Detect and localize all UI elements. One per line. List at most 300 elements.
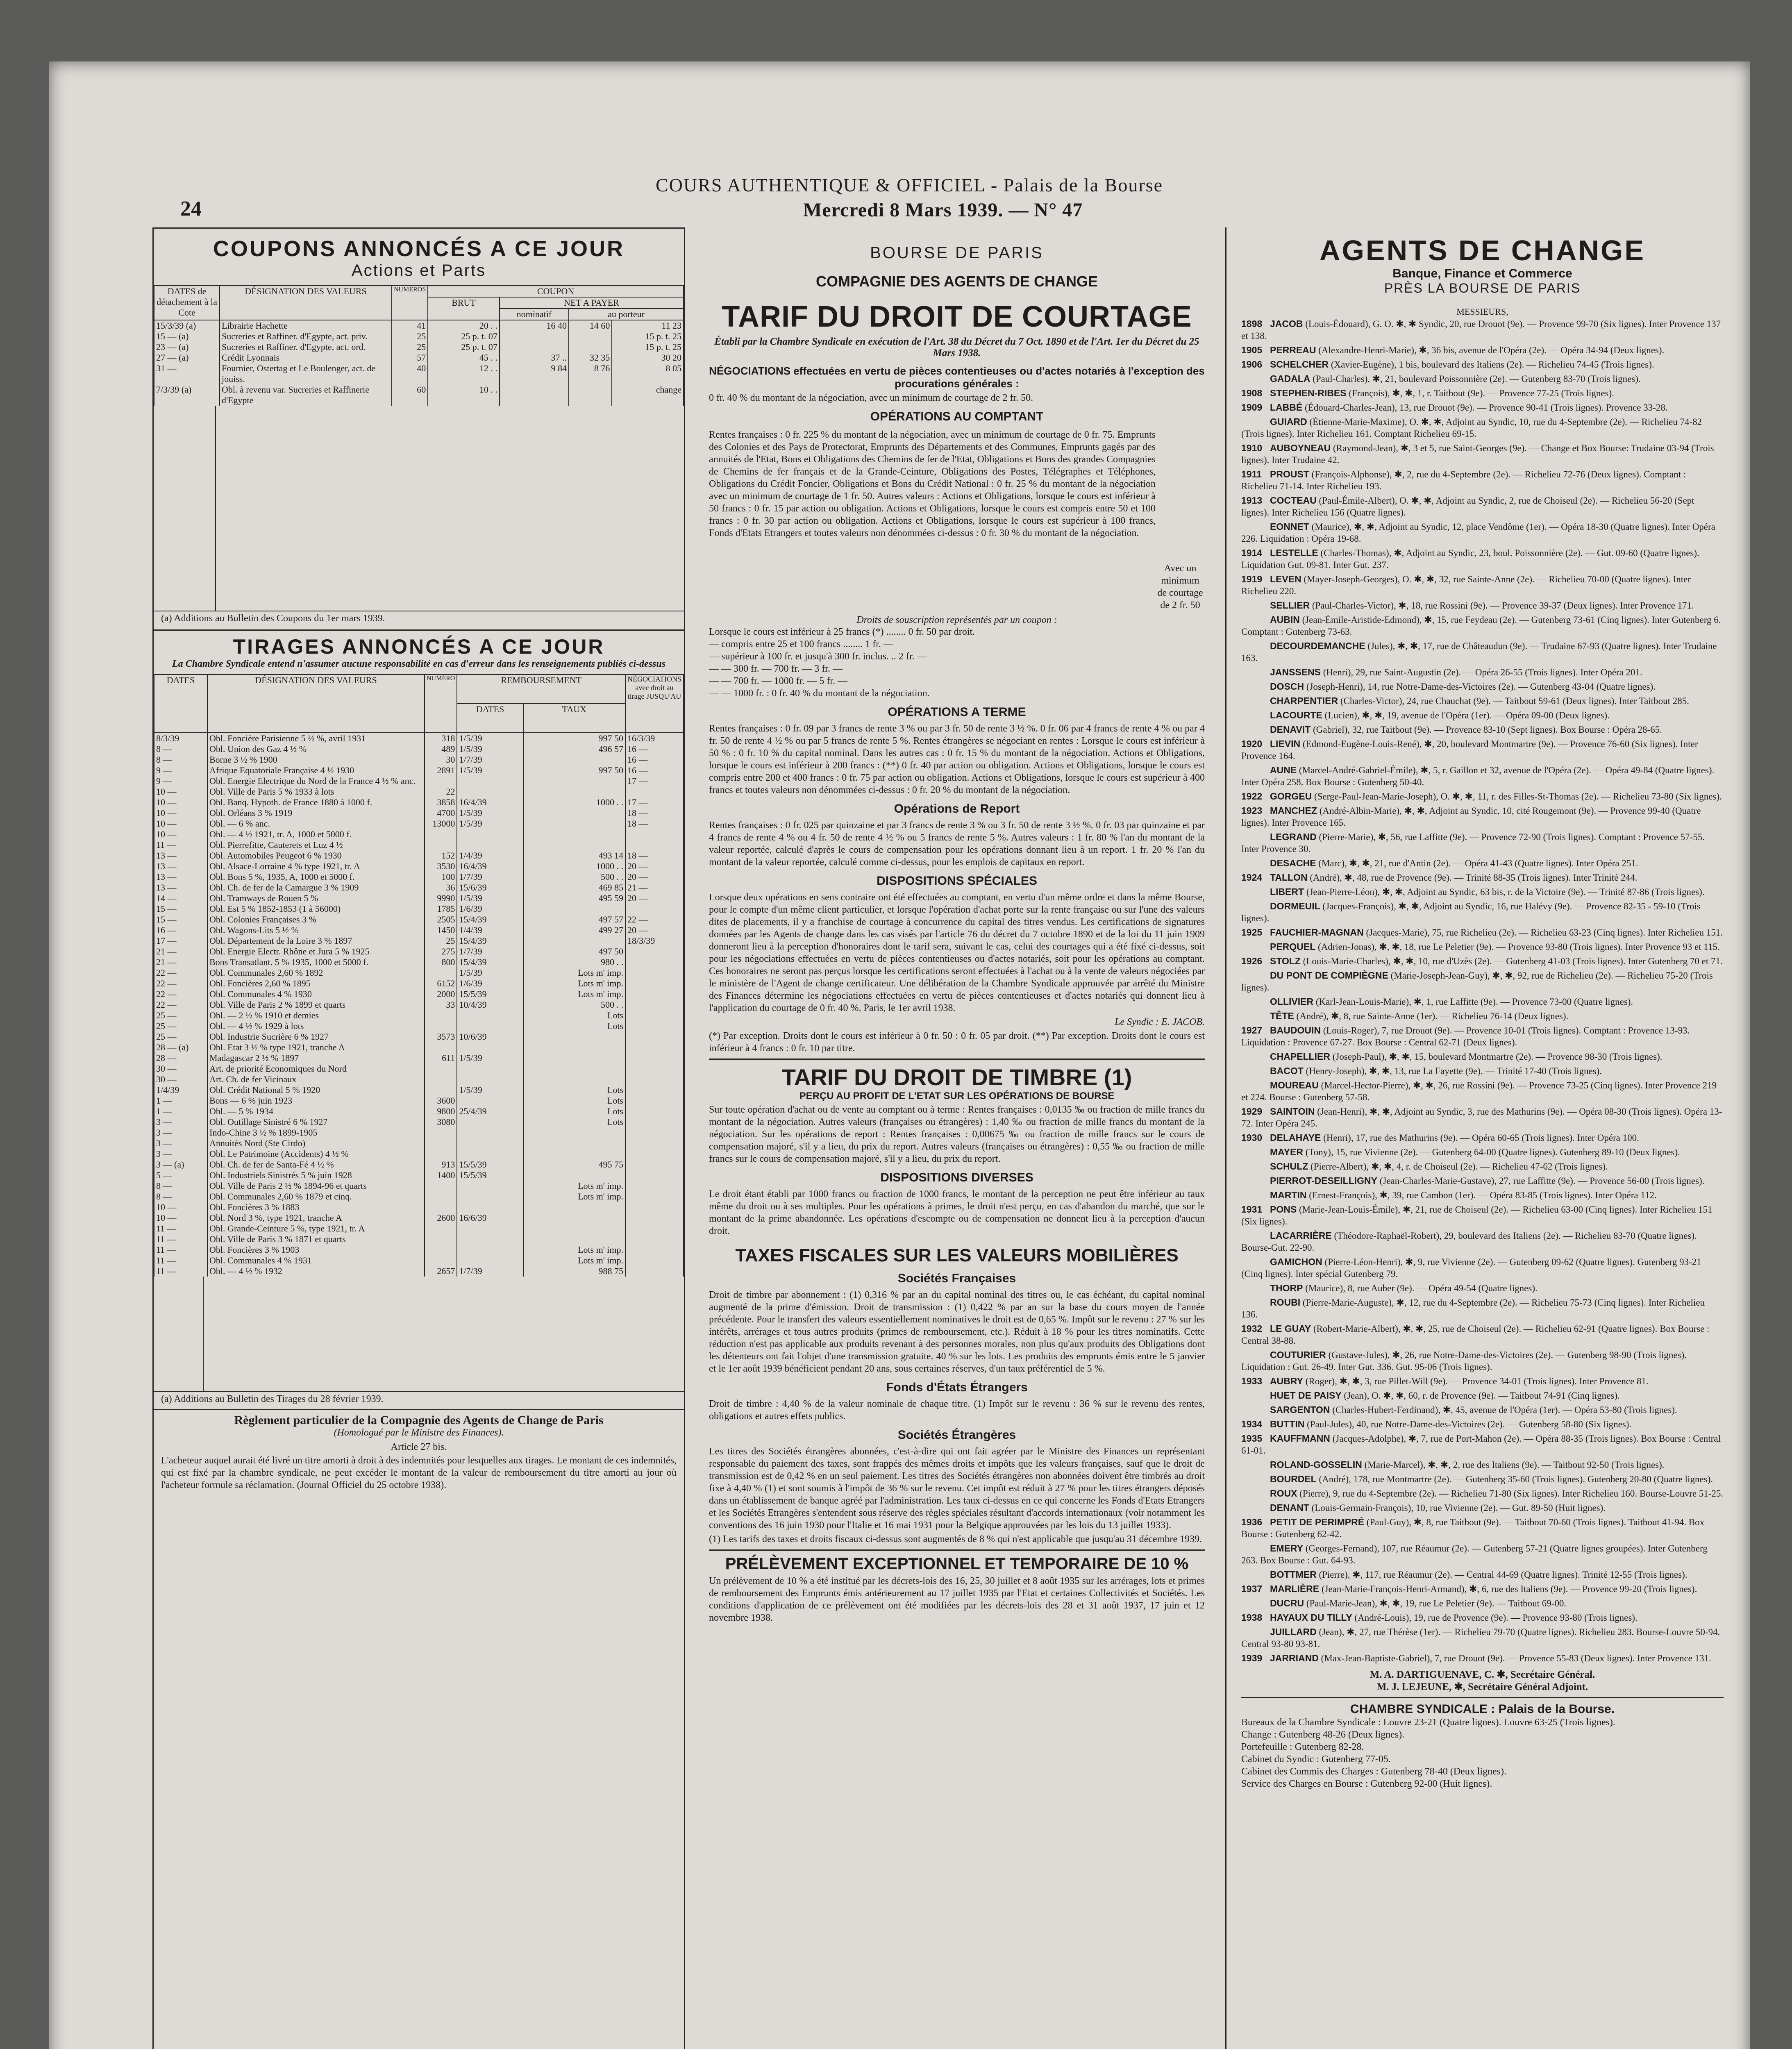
agent-year: 1936 — [1241, 1517, 1263, 1527]
agent-entry — [1241, 1024, 1724, 1048]
diverses-head: DISPOSITIONS DIVERSES — [880, 1171, 1033, 1184]
tirage-remb-date: 1/5/39 — [457, 744, 523, 754]
tirage-negociation — [625, 1095, 684, 1106]
tirage-negociation — [625, 946, 684, 957]
agent-info: (André), ✱, 8, rue Sainte-Anne (1er). — Richelieu 76-14 (Deux lignes). — [1296, 1011, 1569, 1021]
middle-column — [693, 227, 1221, 2049]
agent-info: (Pierre-Marie-Auguste), ✱, 12, rue du 4-Septembre (2e). — Richelieu 75-73 (Cinq lignes). Inter Richelieu 136. — [1241, 1297, 1705, 1320]
agent-info: (Raymond-Jean), ✱, 3 et 5, rue Saint-Georges (9e). — Change et Box Bourse: Trudaine 03-94 (Trois lignes). Inter Trudaine 42. — [1241, 443, 1714, 465]
agent-year: 1905 — [1241, 345, 1263, 355]
coupon-extra: 15 p. t. 25 — [612, 342, 684, 352]
coupon-porteur — [569, 342, 612, 352]
taxes-fr-text: Droit de timbre par abonnement : (1) 0,316 % par an du capital nominal des titres ou, le cas échéant, du capital nominal augmenté de la prime d'émission. Droit de transmission : (1) 0,422 % par an sur la base du cours moyen de l'année précédente. Pour le transfert des valeurs essentiellement nominatives le droit est de 0,65 %. Impôt sur le revenu : 27 % sur les intérêts, arrérages et tous autres produits (primes de remboursement, etc.). Réduit à 18 % pour les titres nominatifs. Cette réduction n'est pas applicable aux produits revenant à des personnes morales, non plus qu'aux produits des Obligations dont les détenteurs ont fait l'objet d'une transmission gratuite. 40 % sur les lots. Les produits des emprunts émis entre le 5 janvier et le 1er août 1939 bénéficient pendant 20 ans, sous certaines réserves, d'un taux préférentiel de 5 %. — [709, 1290, 1205, 1374]
agent-name: LIEVIN — [1270, 738, 1301, 749]
tirage-name: Obl. Orléans 3 % 1919 — [207, 808, 425, 818]
tirage-taux — [523, 808, 625, 818]
tirage-negociation — [625, 1021, 684, 1031]
agent-name: GUIARD — [1270, 416, 1307, 427]
tirage-row — [154, 829, 684, 840]
agent-name: PERREAU — [1270, 345, 1316, 355]
tirage-number: 13000 — [425, 818, 457, 829]
agent-info: (Robert-Marie-Albert), ✱, ✱, 25, rue de Choiseul (2e). — Richelieu 62-91 (Quatre lignes). Box Bourse : Central 38-88. — [1241, 1324, 1710, 1346]
coupon-row — [154, 363, 684, 384]
tirage-remb-date: 15/4/39 — [457, 936, 523, 946]
agent-entry — [1241, 941, 1724, 953]
agent-info: (Marie-Joseph-Jean-Guy), ✱, ✱, 92, rue de Richelieu (2e). — Richelieu 75-20 (Trois lignes). — [1241, 970, 1713, 993]
tirage-negociation — [625, 1159, 684, 1170]
agent-name: OLLIVIER — [1270, 996, 1314, 1007]
agent-info: (Paul-Charles-Victor), ✱, 18, rue Rossini (9e). — Provence 39-37 (Deux lignes). Inter Provence 171. — [1312, 600, 1694, 611]
tirage-number: 611 — [425, 1053, 457, 1063]
coupon-porteur: 32 35 — [569, 352, 612, 363]
coupon-name: Crédit Lyonnais — [220, 352, 392, 363]
agent-entry — [1241, 1349, 1724, 1373]
agent-entry — [1241, 927, 1724, 938]
tirages-subtitle: La Chambre Syndicale entend n'assumer aucune responsabilité en cas d'erreur dans les renseignements publiés ci-dessus — [172, 659, 666, 669]
tirage-number — [425, 829, 457, 840]
tirage-name: Obl. Le Patrimoine (Accidents) 4 ½ % — [207, 1149, 425, 1159]
coupon-number: 57 — [392, 352, 428, 363]
tirage-remb-date: 15/5/39 — [457, 1170, 523, 1181]
agent-name: PERQUEL — [1270, 941, 1316, 952]
tirage-date: 28 — (a) — [154, 1042, 207, 1053]
tirage-negociation — [625, 1085, 684, 1095]
agent-entry — [1241, 1488, 1724, 1499]
agent-info: (Gustave-Jules), ✱, 26, rue Notre-Dame-des-Victoires (2e). — Gutenberg 98-90 (Trois lignes). Liquidation : Gut. 26-49. Inter Gut. 336. Gut. 95-06 (Trois lignes). — [1241, 1350, 1687, 1372]
agent-info: (Tony), 15, rue Vivienne (2e). — Gutenberg 64-00 (Quatre lignes). Gutenberg 89-10 (Deux lignes). — [1305, 1147, 1680, 1157]
agent-year: 1920 — [1241, 738, 1263, 749]
tirage-name: Obl. Est 5 % 1852-1853 (1 à 56000) — [207, 904, 425, 914]
tirage-number: 1785 — [425, 904, 457, 914]
coupon-number: 41 — [392, 320, 428, 331]
agent-entry — [1241, 1132, 1724, 1144]
tirage-taux — [523, 936, 625, 946]
report-text: Rentes françaises : 0 fr. 025 par quinzaine et par 3 francs de rente 3 % ou 3 fr. 50 de rente 3 ½ %. 0 fr. 03 par quinzaine et par 4 francs de rente 4 % ou 4 fr. 50 de rente 4 ½ % ou 5 francs de rente 5 %. Autres valeurs : 1 fr. 80 % l'an du montant de la valeur reportée, calculé d'après le cours de compensation pour les opérations donnant lieu à un report. 1 fr. 20 % l'an du montant de la valeur reportée, calculé comme ci-dessus, pour les emplois de capitaux en report. — [709, 820, 1205, 868]
agent-name: SARGENTON — [1270, 1404, 1330, 1415]
tirage-number: 6152 — [425, 978, 457, 989]
tirage-name: Obl. Communales 4 % 1931 — [207, 1255, 425, 1266]
agent-name: ROUX — [1270, 1488, 1297, 1499]
tirage-row — [154, 1021, 684, 1031]
tirage-number: 275 — [425, 946, 457, 957]
tirage-remb-date: 1/5/39 — [457, 968, 523, 978]
tirage-row — [154, 1010, 684, 1021]
tirage-negociation — [625, 1234, 684, 1245]
agent-name: LIBERT — [1270, 886, 1304, 897]
tirage-number — [425, 840, 457, 850]
tirage-taux — [523, 1202, 625, 1213]
agent-info: (Paul-Émile-Albert), O. ✱, ✱, Adjoint au Syndic, 2, rue de Choiseul (2e). — Richelieu 56-20 (Sept lignes). Inter Richelieu 156 (Quatre lignes). — [1241, 495, 1694, 518]
agent-info: (Henri), 29, rue Saint-Augustin (2e). — Opéra 26-55 (Trois lignes). Inter Opéra 201. — [1323, 667, 1642, 677]
agent-name: DESACHE — [1270, 858, 1316, 868]
tirage-number: 9800 — [425, 1106, 457, 1117]
tirage-taux — [523, 1213, 625, 1223]
agent-name: DECOURDEMANCHE — [1270, 641, 1365, 651]
tirage-negociation — [625, 978, 684, 989]
agent-name: KAUFFMANN — [1270, 1433, 1330, 1444]
tirage-row — [154, 1159, 684, 1170]
tirage-number: 3573 — [425, 1031, 457, 1042]
tirage-row — [154, 989, 684, 1000]
tirage-name: Obl. Ville de Paris 2 % 1899 et quarts — [207, 1000, 425, 1010]
tirage-date: 10 — — [154, 818, 207, 829]
agent-name: PONS — [1270, 1204, 1297, 1215]
tirage-taux: 496 57 — [523, 744, 625, 754]
tirage-taux: 997 50 — [523, 733, 625, 744]
agent-entry — [1241, 1323, 1724, 1347]
agent-entry — [1241, 791, 1724, 802]
tirage-name: Indo-Chine 3 ½ % 1899-1905 — [207, 1127, 425, 1138]
agent-name: SAINTOIN — [1270, 1106, 1315, 1117]
tirage-taux: 495 59 — [523, 893, 625, 904]
tirage-name: Obl. Etat 3 ½ % type 1921, tranche A — [207, 1042, 425, 1053]
tirages-table-blank — [203, 1277, 684, 1391]
agent-info: (Jacques-François), ✱, ✱, Adjoint au Syndic, 16, rue Halévy (9e). — Provence 82-35 - 59-10 (Trois lignes). — [1241, 901, 1701, 923]
tirage-remb-date: 1/6/39 — [457, 978, 523, 989]
tirage-row — [154, 797, 684, 808]
tirage-row — [154, 914, 684, 925]
tirage-remb-date — [457, 1063, 523, 1074]
tarif-subtitle: Établi par la Chambre Syndicale en exécution de l'Art. 38 du Décret du 7 Oct. 1890 et de l'Art. 1er du Décret du 25 Mars 1938. — [714, 336, 1199, 359]
agent-info: (Pierre), 9, rue du 4-Septembre (2e). — Richelieu 71-80 (Six lignes). Inter Richelieu 160. Bourse-Louvre 51-25. — [1299, 1488, 1724, 1499]
tirage-taux: 497 50 — [523, 946, 625, 957]
agent-name: AUBOYNEAU — [1270, 443, 1331, 453]
agent-year: 1908 — [1241, 388, 1263, 398]
agent-entry — [1241, 1051, 1724, 1063]
agents-subtitle2: PRÈS LA BOURSE DE PARIS — [1384, 281, 1581, 295]
tirage-number — [425, 1010, 457, 1021]
agent-name: LE GUAY — [1270, 1323, 1311, 1334]
tirage-name: Obl. Foncières 2,60 % 1895 — [207, 978, 425, 989]
agent-entry — [1241, 1065, 1724, 1077]
tirage-name: Obl. Ville de Paris 2 ½ % 1894-96 et quarts — [207, 1181, 425, 1191]
coupon-porteur — [569, 384, 612, 406]
agent-entry — [1241, 495, 1724, 518]
agent-name: GAMICHON — [1270, 1256, 1322, 1267]
tirage-negociation — [625, 1053, 684, 1063]
tirage-date: 1 — — [154, 1106, 207, 1117]
coupon-porteur — [569, 331, 612, 342]
agent-info: (Pierre-Albert), ✱, ✱, 4, r. de Choiseul (2e). — Richelieu 47-62 (Trois lignes). — [1310, 1161, 1608, 1172]
agent-name: COCTEAU — [1270, 495, 1317, 506]
chambre-list — [1241, 1716, 1724, 1790]
agent-info: (Jacques-Marie), 75, rue Richelieu (2e). — Richelieu 63-23 (Cinq lignes). Inter Richelieu 151. — [1366, 927, 1723, 938]
tirage-negociation — [625, 829, 684, 840]
agent-info: (Ernest-François), ✱, 39, rue Cambon (1er). — Opéra 83-85 (Trois lignes). Inter Opéra 112. — [1309, 1190, 1657, 1200]
agent-entry — [1241, 955, 1724, 967]
tirage-name: Obl. Ch. de fer de Santa-Fé 4 ½ % — [207, 1159, 425, 1170]
tirage-negociation — [625, 1223, 684, 1234]
agent-name: FAUCHIER-MAGNAN — [1270, 927, 1364, 938]
agent-name: THORP — [1270, 1283, 1303, 1293]
agent-year: 1922 — [1241, 791, 1263, 802]
tirages-header-remboursement: REMBOURSEMENT — [457, 675, 625, 704]
tirages-title: TIRAGES ANNONCÉS A CE JOUR — [233, 635, 605, 658]
tirage-remb-date: 15/4/39 — [457, 914, 523, 925]
tirage-remb-date: 1/7/39 — [457, 946, 523, 957]
tirage-row — [154, 1149, 684, 1159]
tirage-negociation — [625, 1127, 684, 1138]
agent-info: (Maurice), 8, rue Auber (9e). — Opéra 49-54 (Quatre lignes). — [1305, 1283, 1538, 1293]
tirage-taux — [523, 904, 625, 914]
tirage-name: Annuités Nord (Ste Cirdo) — [207, 1138, 425, 1149]
agent-name: SELLIER — [1270, 600, 1310, 611]
agent-entry — [1241, 996, 1724, 1008]
chambre-line: Cabinet du Syndic : Gutenberg 77-05. — [1241, 1754, 1391, 1765]
tirage-negociation — [625, 840, 684, 850]
coupons-header-net: NET A PAYER — [500, 297, 684, 309]
tirage-negociation: 21 — — [625, 882, 684, 893]
agent-name: LACARRIÈRE — [1270, 1230, 1332, 1241]
coupon-date: 23 — (a) — [154, 342, 220, 352]
tirage-negociation: 18 — — [625, 850, 684, 861]
agent-entry — [1241, 1404, 1724, 1416]
tirage-number: 1400 — [425, 1170, 457, 1181]
tirage-taux: Lots — [523, 1095, 625, 1106]
agent-info: (Louis-Roger), 7, rue Drouot (9e). — Provence 10-01 (Trois lignes). Comptant : Provence 13-93. Liquidation : Provence 67-27. Box Bourse : Central 62-71 (Deux lignes). — [1241, 1025, 1690, 1047]
agent-name: DENANT — [1270, 1502, 1309, 1513]
tirage-date: 17 — — [154, 936, 207, 946]
tirage-taux: Lots — [523, 1106, 625, 1117]
tirage-number — [425, 1245, 457, 1255]
tirage-row — [154, 957, 684, 968]
souscription-line: — — 300 fr. — 700 fr. — 3 fr. — — [709, 663, 843, 674]
tirage-name: Obl. — 6 % anc. — [207, 818, 425, 829]
taxes-etats-text: Droit de timbre : 4,40 % de la valeur nominale de chaque titre. (1) Impôt sur le revenu : 36 % sur le revenu des rentes, obligations et autres effets publics. — [709, 1399, 1205, 1422]
coupons-header-designation: DÉSIGNATION DES VALEURS — [220, 286, 392, 320]
agent-name: LEGRAND — [1270, 831, 1317, 842]
tirage-name: Obl. — 2 ½ % 1910 et demies — [207, 1010, 425, 1021]
tirage-number: 100 — [425, 872, 457, 882]
agent-year: 1926 — [1241, 956, 1263, 966]
agent-name: AUBIN — [1270, 614, 1300, 625]
tirage-name: Obl. Foncières 3 % 1903 — [207, 1245, 425, 1255]
tirage-name: Obl. Union des Gaz 4 ½ % — [207, 744, 425, 754]
tirage-negociation: 20 — — [625, 872, 684, 882]
agent-info: (Louis-Édouard), G. O. ✱, ✱ Syndic, 20, rue Drouot (9e). — Provence 99-70 (Six lignes). Inter Provence 137 et 138. — [1241, 319, 1721, 341]
tirage-number — [425, 1063, 457, 1074]
coupon-date: 15 — (a) — [154, 331, 220, 342]
agent-name: DU PONT DE COMPIÈGNE — [1270, 970, 1388, 981]
taxes-etats-head: Fonds d'États Étrangers — [886, 1381, 1028, 1394]
tirage-row — [154, 1245, 684, 1255]
tirage-remb-date — [457, 840, 523, 850]
tirage-taux: 495 75 — [523, 1159, 625, 1170]
agent-entry — [1241, 1542, 1724, 1566]
tirage-date: 9 — — [154, 765, 207, 776]
tirage-number: 3530 — [425, 861, 457, 872]
tirage-date: 30 — — [154, 1063, 207, 1074]
tirage-date: 10 — — [154, 829, 207, 840]
agent-info: (Pierre), ✱, 117, rue Réaumur (2e). — Central 44-69 (Quatre lignes). Trinité 12-55 (Trois lignes). — [1319, 1570, 1688, 1580]
tirage-taux: Lots m' imp. — [523, 978, 625, 989]
tirage-negociation — [625, 1117, 684, 1127]
agent-info: (Louis-Marie-Charles), ✱, ✱, 10, rue d'Uzès (2e). — Gutenberg 41-03 (Trois lignes). Inter Gutenberg 70 et 71. — [1303, 956, 1723, 966]
agent-entry — [1241, 1652, 1724, 1664]
tirage-number: 2657 — [425, 1266, 457, 1277]
tarif-title: TARIF DU DROIT DE COURTAGE — [722, 300, 1192, 333]
comptant-minimum: Avec un minimum de courtage de 2 fr. 50 — [1157, 563, 1203, 611]
tirage-name: Obl. Ch. de fer de la Camargue 3 % 1909 — [207, 882, 425, 893]
agent-name: HUET DE PAISY — [1270, 1390, 1342, 1401]
tirage-date: 11 — — [154, 1223, 207, 1234]
agent-info: (Marcel-André-Gabriel-Émile), ✱, 5, r. Gaillon et 32, avenue de l'Opéra (2e). — Opéra 49-84 (Quatre lignes). Inter Opéra 258. Box Bourse : Gutenberg 50-40. — [1241, 765, 1715, 787]
agent-entry — [1241, 764, 1724, 788]
tirage-date: 11 — — [154, 1255, 207, 1266]
tirage-remb-date: 16/4/39 — [457, 861, 523, 872]
tirage-remb-date: 15/5/39 — [457, 1159, 523, 1170]
agent-info: (Alexandre-Henri-Marie), ✱, 36 bis, avenue de l'Opéra (2e). — Opéra 34-94 (Deux lignes). — [1318, 345, 1665, 355]
souscription-line: — supérieur à 100 fr. et jusqu'à 300 fr. inclus. .. 2 fr. — — [709, 651, 927, 662]
agent-info: (Pierre-Marie), ✱, 56, rue Laffitte (9e). — Provence 72-90 (Trois lignes). Comptant : Provence 57-55. Inter Provence 30. — [1241, 832, 1705, 854]
coupon-date: 7/3/39 (a) — [154, 384, 220, 406]
tirage-negociation — [625, 957, 684, 968]
agent-entry — [1241, 1612, 1724, 1624]
tirage-row — [154, 850, 684, 861]
tirage-taux — [523, 1149, 625, 1159]
tirage-date: 8/3/39 — [154, 733, 207, 744]
tirage-row — [154, 978, 684, 989]
agent-info: (Paul-Jules), 40, rue Notre-Dame-des-Victoires (2e). — Gutenberg 58-80 (Six lignes). — [1307, 1419, 1632, 1429]
agent-name: HAYAUX DU TILLY — [1270, 1612, 1352, 1623]
tirage-taux — [523, 1053, 625, 1063]
tirage-name: Obl. Tramways de Rouen 5 % — [207, 893, 425, 904]
tirage-row — [154, 1191, 684, 1202]
coupon-number: 60 — [392, 384, 428, 406]
agent-entry — [1241, 970, 1724, 993]
tirage-row — [154, 1031, 684, 1042]
tirage-remb-date: 10/6/39 — [457, 1031, 523, 1042]
tirage-number: 9990 — [425, 893, 457, 904]
tirages-header-negociations: NÉGOCIATIONS avec droit au tirage JUSQU'AU — [625, 675, 684, 733]
agent-info: (Jean-Marie-François-Henri-Armand), ✱, 6, rue des Italiens (9e). — Provence 99-20 (Trois lignes). — [1321, 1584, 1697, 1594]
tirage-row — [154, 1095, 684, 1106]
coupon-brut: 12 . . — [428, 363, 500, 384]
tirage-row — [154, 776, 684, 786]
tirage-row — [154, 786, 684, 797]
tirage-remb-date — [457, 1021, 523, 1031]
tirage-date: 21 — — [154, 946, 207, 957]
tirage-number: 913 — [425, 1159, 457, 1170]
tirage-date: 14 — — [154, 893, 207, 904]
chambre-line: Portefeuille : Gutenberg 82-28. — [1241, 1742, 1364, 1752]
tirage-remb-date — [457, 786, 523, 797]
chambre-line: Bureaux de la Chambre Syndicale : Louvre 23-21 (Quatre lignes). Louvre 63-25 (Trois lignes). — [1241, 1717, 1615, 1728]
agent-entry — [1241, 1297, 1724, 1320]
tirage-remb-date: 10/4/39 — [457, 1000, 523, 1010]
tirage-remb-date: 15/6/39 — [457, 882, 523, 893]
tirage-number: 36 — [425, 882, 457, 893]
agent-name: CHAPELLIER — [1270, 1051, 1330, 1062]
coupon-nominatif: 37 .. — [500, 352, 569, 363]
reglement-title: Règlement particulier de la Compagnie des Agents de Change de Paris — [234, 1413, 604, 1427]
agent-info: (Xavier-Eugène), 1 bis, boulevard des Italiens (2e). — Richelieu 74-45 (Trois lignes). — [1331, 359, 1654, 370]
tirage-row — [154, 1127, 684, 1138]
tirage-negociation — [625, 1170, 684, 1181]
tirage-number — [425, 968, 457, 978]
tirage-remb-date — [457, 1117, 523, 1127]
tirage-date: 22 — — [154, 1000, 207, 1010]
tirage-row — [154, 968, 684, 978]
agent-entry — [1241, 1189, 1724, 1201]
agent-name: BAUDOUIN — [1270, 1025, 1321, 1036]
tirage-remb-date — [457, 1074, 523, 1085]
tirage-negociation — [625, 904, 684, 914]
agent-info: (André), 178, rue Montmartre (2e). — Gutenberg 35-60 (Trois lignes). Gutenberg 20-80 (Quatre lignes). — [1319, 1474, 1713, 1484]
coupon-number: 40 — [392, 363, 428, 384]
tirage-number: 2600 — [425, 1213, 457, 1223]
agent-name: LACOURTE — [1270, 710, 1322, 720]
tirage-row — [154, 840, 684, 850]
tirage-date: 8 — — [154, 1181, 207, 1191]
agents-subtitle1: Banque, Finance et Commerce — [1392, 267, 1572, 280]
tirage-remb-date — [457, 1042, 523, 1053]
tirage-date: 1 — — [154, 1095, 207, 1106]
tirage-name: Obl. Grande-Ceinture 5 %, type 1921, tr. A — [207, 1223, 425, 1234]
tirage-remb-date: 1/4/39 — [457, 925, 523, 936]
tirage-date: 8 — — [154, 1191, 207, 1202]
tirage-negociation — [625, 1063, 684, 1074]
tirage-taux: 1000 . . — [523, 861, 625, 872]
tirage-taux — [523, 754, 625, 765]
agent-info: (Roger), ✱, ✱, 3, rue Pillet-Will (9e). — Provence 34-01 (Trois lignes). Inter Provence 81. — [1305, 1376, 1649, 1386]
agent-info: (Gabriel), 32, rue Taitbout (9e). — Provence 83-10 (Sept lignes). Box Bourse : Opéra 28-65. — [1313, 725, 1662, 735]
agent-entry — [1241, 709, 1724, 721]
agent-info: (André-Louis), 19, rue de Provence (9e). — Provence 93-80 (Trois lignes). — [1354, 1613, 1638, 1623]
taxes-etrangeres-head: Sociétés Étrangères — [897, 1428, 1016, 1442]
tirage-negociation — [625, 1074, 684, 1085]
agent-year: 1938 — [1241, 1612, 1263, 1623]
tirage-remb-date — [457, 1010, 523, 1021]
agent-info: (Louis-Germain-François), 10, rue Vivienne (2e). — Gut. 89-50 (Huit lignes). — [1311, 1503, 1606, 1513]
tirage-row — [154, 1106, 684, 1117]
tirages-header-designation: DÉSIGNATION DES VALEURS — [207, 675, 425, 733]
coupons-header-nominatif: nominatif — [500, 309, 569, 320]
tirage-remb-date — [457, 1234, 523, 1245]
tirage-date: 13 — — [154, 850, 207, 861]
tirage-date: 25 — — [154, 1010, 207, 1021]
tirage-name: Obl. Communales 4 % 1930 — [207, 989, 425, 1000]
agent-name: AUNE — [1270, 765, 1297, 775]
coupon-nominatif — [500, 331, 569, 342]
coupon-name: Fournier, Ostertag et Le Boulenger, act. de jouiss. — [220, 363, 392, 384]
coupons-header-brut: BRUT — [428, 297, 500, 320]
tirage-date: 13 — — [154, 872, 207, 882]
tirage-row — [154, 1138, 684, 1149]
agent-name: MOUREAU — [1270, 1080, 1319, 1090]
agent-entry — [1241, 1010, 1724, 1022]
agent-entry — [1241, 1146, 1724, 1158]
comptant-head: OPÉRATIONS AU COMPTANT — [870, 410, 1044, 423]
coupon-date: 15/3/39 (a) — [154, 320, 220, 331]
agent-entry — [1241, 831, 1724, 855]
tirage-remb-date: 1/5/39 — [457, 1053, 523, 1063]
agent-name: BOURDEL — [1270, 1474, 1317, 1484]
tirage-number: 30 — [425, 754, 457, 765]
tirage-date: 22 — — [154, 989, 207, 1000]
agent-name: DELAHAYE — [1270, 1132, 1321, 1143]
coupons-header-numeros: NUMÉROS — [392, 286, 428, 320]
tirage-date: 11 — — [154, 1245, 207, 1255]
tirage-negociation — [625, 1213, 684, 1223]
secretaire-general: M. A. DARTIGUENAVE, C. ✱, Secrétaire Général. — [1370, 1669, 1595, 1680]
tirage-row — [154, 1266, 684, 1277]
tirage-taux: 493 14 — [523, 850, 625, 861]
coupon-nominatif: 16 40 — [500, 320, 569, 331]
tirage-name: Obl. Energie Electr. Rhône et Jura 5 % 1925 — [207, 946, 425, 957]
agent-year: 1937 — [1241, 1583, 1263, 1594]
agent-entry — [1241, 1230, 1724, 1254]
